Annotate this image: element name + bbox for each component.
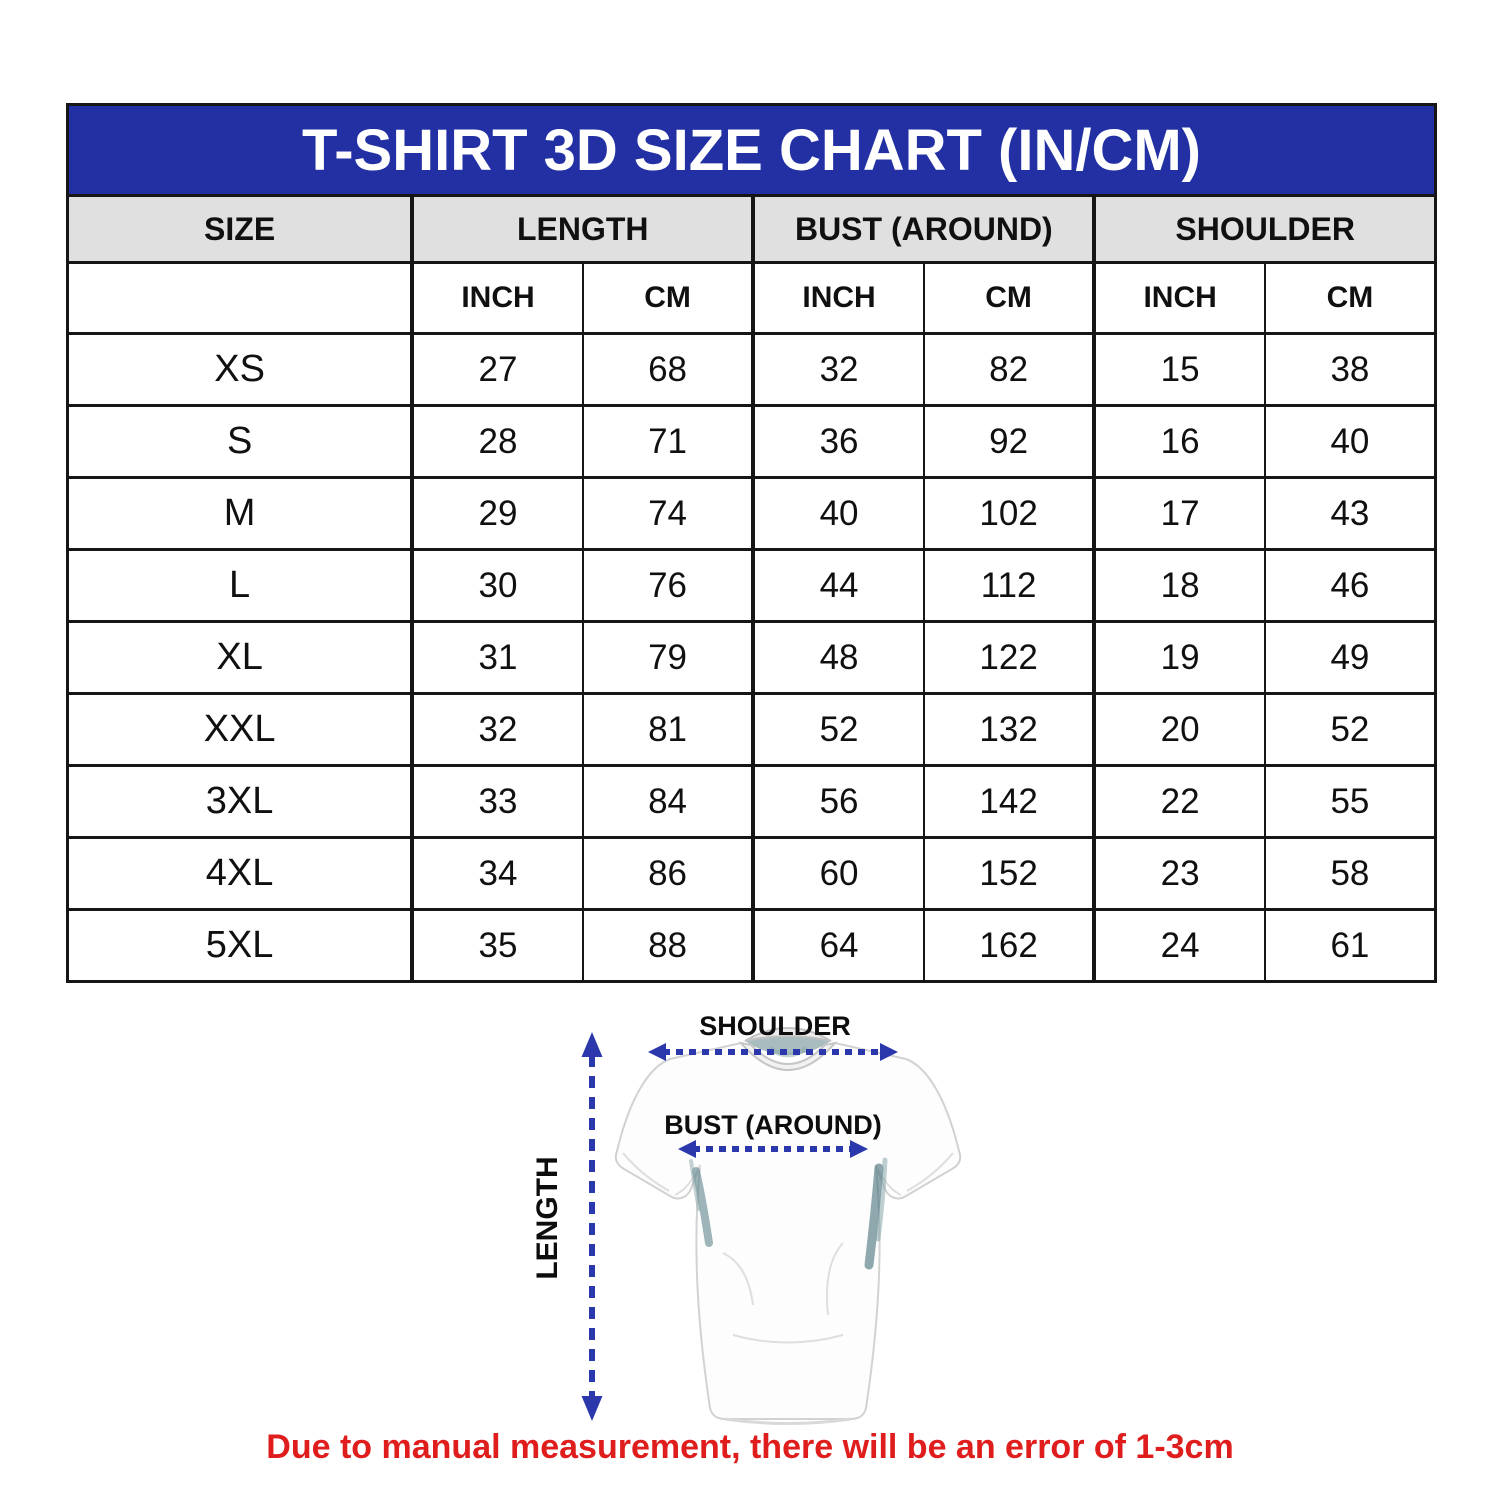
value-cell: 24: [1094, 910, 1265, 982]
value-cell: 40: [1265, 406, 1436, 478]
bust-label: BUST (AROUND): [664, 1110, 882, 1140]
size-cell: XL: [68, 622, 413, 694]
value-cell: 112: [924, 550, 1095, 622]
column-header-size: SIZE: [68, 196, 413, 263]
measurement-note: Due to manual measurement, there will be an error of 1-3cm: [266, 1428, 1234, 1466]
value-cell: 52: [1265, 694, 1436, 766]
table-row: [68, 550, 1436, 622]
table-row: [68, 694, 1436, 766]
size-chart-table: [66, 194, 1437, 983]
value-cell: 84: [583, 766, 754, 838]
value-cell: 64: [753, 910, 924, 982]
column-header-shoulder: SHOULDER: [1094, 196, 1435, 263]
unit-header-length-cm: CM: [583, 263, 754, 334]
value-cell: 46: [1265, 550, 1436, 622]
unit-header-bust-inch: INCH: [753, 263, 924, 334]
value-cell: 20: [1094, 694, 1265, 766]
value-cell: 74: [583, 478, 754, 550]
value-cell: 36: [753, 406, 924, 478]
value-cell: 152: [924, 838, 1095, 910]
value-cell: 68: [583, 334, 754, 406]
value-cell: 49: [1265, 622, 1436, 694]
value-cell: 35: [412, 910, 583, 982]
size-table-body: [68, 334, 1436, 982]
value-cell: 19: [1094, 622, 1265, 694]
value-cell: 92: [924, 406, 1095, 478]
column-header-bust: BUST (AROUND): [753, 196, 1094, 263]
value-cell: 34: [412, 838, 583, 910]
page-title: T-SHIRT 3D SIZE CHART (IN/CM): [302, 117, 1201, 183]
size-cell: 3XL: [68, 766, 413, 838]
value-cell: 56: [753, 766, 924, 838]
length-arrow: [582, 1032, 603, 1421]
value-cell: 31: [412, 622, 583, 694]
column-header-length: LENGTH: [412, 196, 753, 263]
unit-header-bust-cm: CM: [924, 263, 1095, 334]
value-cell: 142: [924, 766, 1095, 838]
value-cell: 60: [753, 838, 924, 910]
table-row: [68, 478, 1436, 550]
value-cell: 18: [1094, 550, 1265, 622]
size-cell: S: [68, 406, 413, 478]
value-cell: 17: [1094, 478, 1265, 550]
value-cell: 81: [583, 694, 754, 766]
size-cell: L: [68, 550, 413, 622]
tshirt-measurement-diagram: [505, 1003, 1005, 1428]
value-cell: 48: [753, 622, 924, 694]
value-cell: 33: [412, 766, 583, 838]
value-cell: 88: [583, 910, 754, 982]
value-cell: 58: [1265, 838, 1436, 910]
tshirt-graphic: [616, 1028, 960, 1424]
value-cell: 102: [924, 478, 1095, 550]
value-cell: 162: [924, 910, 1095, 982]
size-cell: XS: [68, 334, 413, 406]
table-row: [68, 622, 1436, 694]
value-cell: 38: [1265, 334, 1436, 406]
value-cell: 61: [1265, 910, 1436, 982]
table-row: [68, 910, 1436, 982]
value-cell: 43: [1265, 478, 1436, 550]
value-cell: 122: [924, 622, 1095, 694]
value-cell: 29: [412, 478, 583, 550]
title-banner: [66, 103, 1437, 197]
table-row: [68, 838, 1436, 910]
value-cell: 82: [924, 334, 1095, 406]
value-cell: 44: [753, 550, 924, 622]
value-cell: 32: [753, 334, 924, 406]
value-cell: 28: [412, 406, 583, 478]
value-cell: 76: [583, 550, 754, 622]
size-cell: XXL: [68, 694, 413, 766]
size-cell: 4XL: [68, 838, 413, 910]
unit-header-length-inch: INCH: [412, 263, 583, 334]
value-cell: 23: [1094, 838, 1265, 910]
units-header-row: [68, 263, 1436, 334]
value-cell: 27: [412, 334, 583, 406]
unit-header-blank: [68, 263, 413, 334]
value-cell: 79: [583, 622, 754, 694]
value-cell: 16: [1094, 406, 1265, 478]
value-cell: 86: [583, 838, 754, 910]
shoulder-label: SHOULDER: [699, 1011, 851, 1041]
unit-header-shoulder-inch: INCH: [1094, 263, 1265, 334]
value-cell: 132: [924, 694, 1095, 766]
length-label: LENGTH: [531, 1156, 564, 1280]
value-cell: 55: [1265, 766, 1436, 838]
column-group-header-row: [68, 196, 1436, 263]
size-cell: 5XL: [68, 910, 413, 982]
table-row: [68, 406, 1436, 478]
value-cell: 52: [753, 694, 924, 766]
value-cell: 15: [1094, 334, 1265, 406]
table-row: [68, 334, 1436, 406]
value-cell: 30: [412, 550, 583, 622]
value-cell: 40: [753, 478, 924, 550]
value-cell: 71: [583, 406, 754, 478]
value-cell: 22: [1094, 766, 1265, 838]
table-row: [68, 766, 1436, 838]
unit-header-shoulder-cm: CM: [1265, 263, 1436, 334]
size-cell: M: [68, 478, 413, 550]
value-cell: 32: [412, 694, 583, 766]
